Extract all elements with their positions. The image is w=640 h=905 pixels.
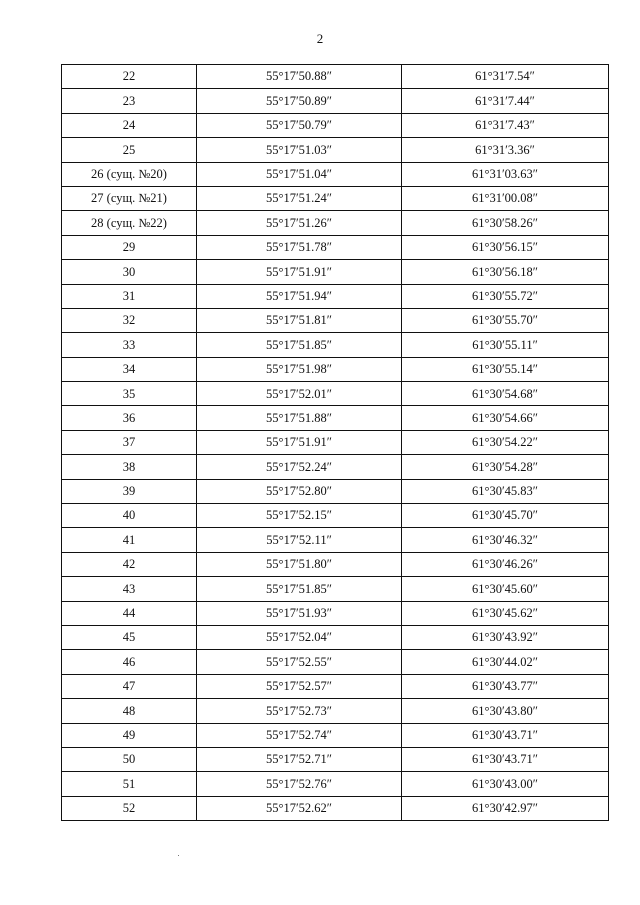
longitude-cell: 61°30′43.71″ <box>402 747 609 771</box>
longitude-cell: 61°31′7.43″ <box>402 113 609 137</box>
table-row <box>62 552 609 576</box>
longitude-cell: 61°30′54.22″ <box>402 430 609 454</box>
longitude-cell: 61°30′46.32″ <box>402 528 609 552</box>
point-number-cell: 33 <box>62 333 197 357</box>
latitude-cell: 55°17′52.11″ <box>197 528 402 552</box>
table-row <box>62 406 609 430</box>
latitude-cell: 55°17′51.03″ <box>197 138 402 162</box>
table-row <box>62 772 609 796</box>
point-number-cell: 40 <box>62 504 197 528</box>
latitude-cell: 55°17′50.88″ <box>197 65 402 89</box>
latitude-cell: 55°17′52.04″ <box>197 625 402 649</box>
point-number-cell: 27 (сущ. №21) <box>62 186 197 210</box>
latitude-cell: 55°17′52.55″ <box>197 650 402 674</box>
latitude-cell: 55°17′52.62″ <box>197 796 402 820</box>
latitude-cell: 55°17′52.74″ <box>197 723 402 747</box>
point-number-cell: 39 <box>62 479 197 503</box>
point-number-cell: 51 <box>62 772 197 796</box>
latitude-cell: 55°17′52.80″ <box>197 479 402 503</box>
point-number-cell: 47 <box>62 674 197 698</box>
longitude-cell: 61°30′44.02″ <box>402 650 609 674</box>
longitude-cell: 61°31′7.44″ <box>402 89 609 113</box>
longitude-cell: 61°30′45.70″ <box>402 504 609 528</box>
point-number-cell: 37 <box>62 430 197 454</box>
point-number-cell: 30 <box>62 260 197 284</box>
point-number-cell: 43 <box>62 577 197 601</box>
coordinates-table <box>61 64 609 821</box>
table-row <box>62 65 609 89</box>
table-row <box>62 625 609 649</box>
latitude-cell: 55°17′52.24″ <box>197 455 402 479</box>
longitude-cell: 61°30′43.77″ <box>402 674 609 698</box>
longitude-cell: 61°30′45.83″ <box>402 479 609 503</box>
longitude-cell: 61°30′55.11″ <box>402 333 609 357</box>
longitude-cell: 61°30′54.28″ <box>402 455 609 479</box>
latitude-cell: 55°17′51.81″ <box>197 308 402 332</box>
table-row <box>62 89 609 113</box>
longitude-cell: 61°30′43.80″ <box>402 699 609 723</box>
longitude-cell: 61°30′56.18″ <box>402 260 609 284</box>
point-number-cell: 29 <box>62 235 197 259</box>
point-number-cell: 24 <box>62 113 197 137</box>
point-number-cell: 46 <box>62 650 197 674</box>
table-row <box>62 186 609 210</box>
latitude-cell: 55°17′51.88″ <box>197 406 402 430</box>
table-row <box>62 211 609 235</box>
point-number-cell: 36 <box>62 406 197 430</box>
table-row <box>62 138 609 162</box>
table-row <box>62 504 609 528</box>
point-number-cell: 49 <box>62 723 197 747</box>
latitude-cell: 55°17′51.94″ <box>197 284 402 308</box>
latitude-cell: 55°17′51.93″ <box>197 601 402 625</box>
latitude-cell: 55°17′51.85″ <box>197 577 402 601</box>
table-row <box>62 528 609 552</box>
latitude-cell: 55°17′51.26″ <box>197 211 402 235</box>
table-row <box>62 382 609 406</box>
point-number-cell: 34 <box>62 357 197 381</box>
table-row <box>62 455 609 479</box>
longitude-cell: 61°31′03.63″ <box>402 162 609 186</box>
table-row <box>62 479 609 503</box>
longitude-cell: 61°30′45.60″ <box>402 577 609 601</box>
point-number-cell: 52 <box>62 796 197 820</box>
table-row <box>62 723 609 747</box>
longitude-cell: 61°31′00.08″ <box>402 186 609 210</box>
latitude-cell: 55°17′52.01″ <box>197 382 402 406</box>
latitude-cell: 55°17′51.98″ <box>197 357 402 381</box>
table-row <box>62 284 609 308</box>
latitude-cell: 55°17′51.91″ <box>197 260 402 284</box>
point-number-cell: 41 <box>62 528 197 552</box>
longitude-cell: 61°30′54.66″ <box>402 406 609 430</box>
longitude-cell: 61°30′45.62″ <box>402 601 609 625</box>
longitude-cell: 61°30′58.26″ <box>402 211 609 235</box>
table-row <box>62 650 609 674</box>
point-number-cell: 45 <box>62 625 197 649</box>
point-number-cell: 26 (сущ. №20) <box>62 162 197 186</box>
table-row <box>62 430 609 454</box>
page-number: 2 <box>316 31 324 46</box>
point-number-cell: 48 <box>62 699 197 723</box>
table-row <box>62 333 609 357</box>
latitude-cell: 55°17′51.78″ <box>197 235 402 259</box>
table-row <box>62 747 609 771</box>
table-row <box>62 577 609 601</box>
table-row <box>62 162 609 186</box>
point-number-cell: 31 <box>62 284 197 308</box>
table-row <box>62 601 609 625</box>
longitude-cell: 61°30′43.92″ <box>402 625 609 649</box>
longitude-cell: 61°30′54.68″ <box>402 382 609 406</box>
latitude-cell: 55°17′51.04″ <box>197 162 402 186</box>
point-number-cell: 44 <box>62 601 197 625</box>
latitude-cell: 55°17′52.15″ <box>197 504 402 528</box>
latitude-cell: 55°17′50.79″ <box>197 113 402 137</box>
longitude-cell: 61°30′43.71″ <box>402 723 609 747</box>
point-number-cell: 25 <box>62 138 197 162</box>
latitude-cell: 55°17′51.80″ <box>197 552 402 576</box>
longitude-cell: 61°31′3.36″ <box>402 138 609 162</box>
latitude-cell: 55°17′51.91″ <box>197 430 402 454</box>
latitude-cell: 55°17′52.71″ <box>197 747 402 771</box>
table-row <box>62 260 609 284</box>
table-row <box>62 674 609 698</box>
point-number-cell: 38 <box>62 455 197 479</box>
table-row <box>62 235 609 259</box>
longitude-cell: 61°30′55.70″ <box>402 308 609 332</box>
point-number-cell: 23 <box>62 89 197 113</box>
latitude-cell: 55°17′51.85″ <box>197 333 402 357</box>
point-number-cell: 32 <box>62 308 197 332</box>
longitude-cell: 61°30′56.15″ <box>402 235 609 259</box>
longitude-cell: 61°30′42.97″ <box>402 796 609 820</box>
table-row <box>62 308 609 332</box>
point-number-cell: 42 <box>62 552 197 576</box>
longitude-cell: 61°30′55.14″ <box>402 357 609 381</box>
table-row <box>62 113 609 137</box>
longitude-cell: 61°30′43.00″ <box>402 772 609 796</box>
latitude-cell: 55°17′52.73″ <box>197 699 402 723</box>
table-row <box>62 796 609 820</box>
longitude-cell: 61°30′46.26″ <box>402 552 609 576</box>
point-number-cell: 28 (сущ. №22) <box>62 211 197 235</box>
table-row <box>62 699 609 723</box>
point-number-cell: 50 <box>62 747 197 771</box>
latitude-cell: 55°17′52.76″ <box>197 772 402 796</box>
longitude-cell: 61°31′7.54″ <box>402 65 609 89</box>
latitude-cell: 55°17′51.24″ <box>197 186 402 210</box>
longitude-cell: 61°30′55.72″ <box>402 284 609 308</box>
point-number-cell: 22 <box>62 65 197 89</box>
scan-speck <box>178 855 179 856</box>
latitude-cell: 55°17′50.89″ <box>197 89 402 113</box>
latitude-cell: 55°17′52.57″ <box>197 674 402 698</box>
coordinates-table-body <box>62 65 609 821</box>
table-row <box>62 357 609 381</box>
point-number-cell: 35 <box>62 382 197 406</box>
